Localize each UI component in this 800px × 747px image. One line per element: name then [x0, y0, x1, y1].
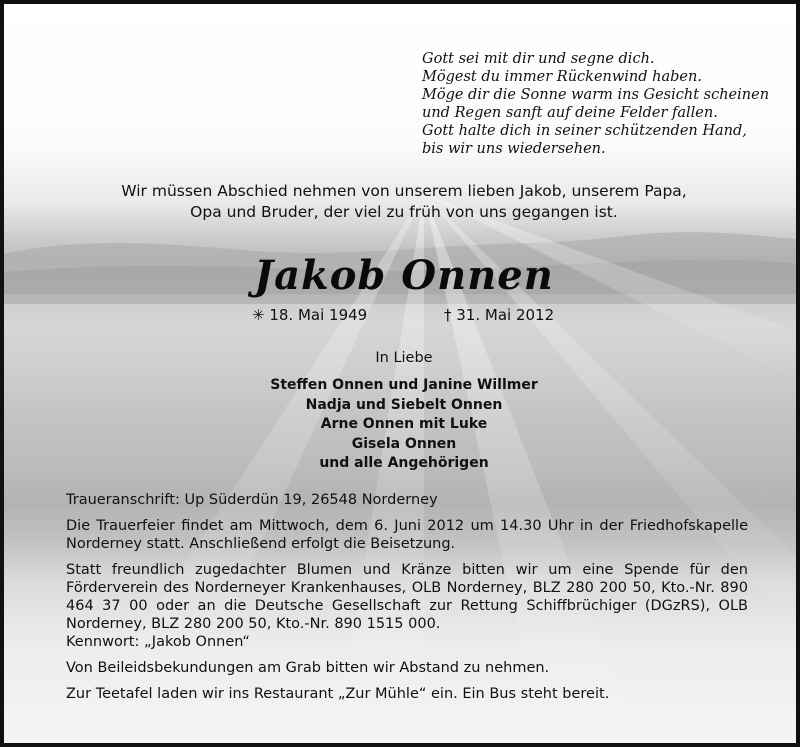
in-liebe-label: In Liebe	[375, 350, 433, 366]
poem-line: Mögest du immer Rückenwind haben.	[422, 69, 702, 85]
family-member: Nadja und Siebelt Onnen	[305, 396, 503, 413]
poem-line: Gott halte dich in seiner schützenden Hand,	[422, 123, 747, 139]
family-member: Gisela Onnen	[351, 435, 457, 452]
death-date: † 31. Mai 2012	[444, 306, 555, 324]
intro-text	[4, 181, 800, 223]
family-list	[4, 376, 800, 474]
kennwort: Kennwort: „Jakob Onnen“	[66, 634, 250, 650]
poem-line: bis wir uns wiedersehen.	[422, 141, 606, 157]
condolences-note: Von Beileidsbekundungen am Grab bitten wir Abstand zu nehmen.	[66, 660, 550, 676]
family-member: Arne Onnen mit Luke	[320, 416, 488, 432]
address: Traueranschrift: Up Süderdün 19, 26548 Norderney	[66, 492, 438, 508]
poem-line: Gott sei mit dir und segne dich.	[422, 51, 655, 67]
family-member: Steffen Onnen und Janine Willmer	[270, 377, 538, 393]
ceremony-info: Die Trauerfeier findet am Mittwoch, dem 6. Juni 2012 um 14.30 Uhr in der Friedhofskapelle Norderney statt. Anschließend erfolgt die Beisetzung.	[66, 518, 748, 552]
poem-line: und Regen sanft auf deine Felder fallen.	[422, 105, 718, 121]
birth-date: ✳ 18. Mai 1949	[252, 306, 368, 324]
poem-line: Möge dir die Sonne warm ins Gesicht scheinen	[422, 87, 770, 103]
family-member: und alle Angehörigen	[319, 455, 489, 471]
donation-request: Statt freundlich zugedachter Blumen und Kränze bitten wir um eine Spende für den Förderverein des Norderneyer Krankenhauses, OLB Norderney, BLZ 280 200 50, Kto.-Nr. 890 464 37 00 oder an die Deutsche Gesellschaft zur Rettung Schiffbrüchiger (DGzRS), OLB Norderney, BLZ 280 200 50, Kto.-Nr. 890 1515 000.	[66, 562, 748, 632]
tea-invitation: Zur Teetafel laden wir ins Restaurant „Zur Mühle“ ein. Ein Bus steht bereit.	[66, 686, 610, 702]
notice-body	[66, 491, 748, 711]
poem	[422, 50, 770, 158]
intro-line: Opa und Bruder, der viel zu früh von uns gegangen ist.	[190, 203, 618, 221]
intro-line: Wir müssen Abschied nehmen von unserem lieben Jakob, unserem Papa,	[121, 182, 687, 200]
deceased-name: Jakob Onnen	[254, 252, 554, 299]
